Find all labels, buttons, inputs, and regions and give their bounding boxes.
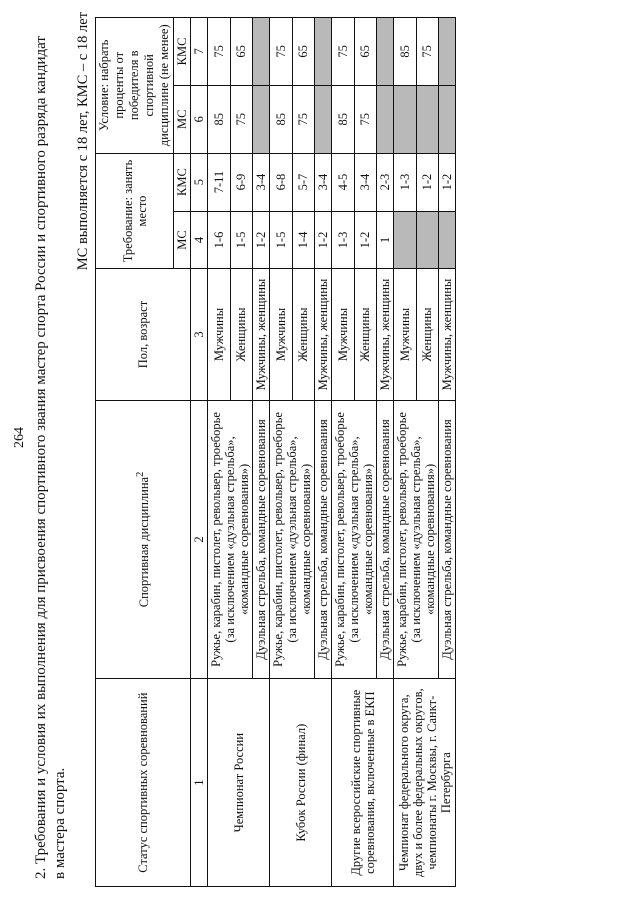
header-row-1: [96, 18, 174, 887]
header-sex-age: Пол, возраст: [96, 269, 191, 400]
header-percent-condition: Условие: набрать проценты от победителя в спортивной дисциплине (не менее): [96, 18, 174, 154]
ms-percent-cell: [439, 85, 456, 153]
kms-place-cell: 3-4: [315, 153, 332, 211]
ms-place-cell: [439, 211, 456, 269]
ms-percent-cell: 75: [354, 85, 377, 153]
header-discipline: Спортивная дисциплина$^2$: [96, 400, 191, 679]
kms-percent-cell: 75: [416, 18, 439, 86]
discipline-cell: Ружье, карабин, пистолет, револьвер, троеборье (за исключением «дуэльная стрельба», «командные соревнования»): [394, 400, 439, 679]
ms-place-cell: 1-2: [354, 211, 377, 269]
ms-percent-cell: 85: [270, 85, 293, 153]
header-kms: КМС: [174, 153, 191, 211]
kms-percent-cell: 65: [292, 18, 315, 86]
ms-percent-cell: [315, 85, 332, 153]
discipline-cell: Ружье, карабин, пистолет, револьвер, троеборье (за исключением «дуэльная стрельба», «командные соревнования»): [332, 400, 377, 679]
status-cell: Чемпионат федерального округа, двух и более федеральных округов, чемпионаты г. Москвы, г. Санкт-Петербурга: [394, 679, 456, 887]
header-kms-percent: КМС: [174, 18, 191, 86]
sex-cell: Женщины: [416, 269, 439, 400]
kms-place-cell: 7-11: [208, 153, 231, 211]
status-cell: Кубок России (финал): [270, 679, 332, 887]
sex-cell: Мужчины: [270, 269, 293, 400]
ms-place-cell: 1-5: [230, 211, 253, 269]
discipline-cell: Дуэльная стрельба, командные соревнования: [377, 400, 394, 679]
col-number: 1: [191, 679, 208, 887]
discipline-cell: Ружье, карабин, пистолет, револьвер, троеборье (за исключением «дуэльная стрельба», «командные соревнования»): [270, 400, 315, 679]
sex-cell: Мужчины: [208, 269, 231, 400]
sex-cell: Женщины: [292, 269, 315, 400]
kms-place-cell: 1-2: [439, 153, 456, 211]
kms-place-cell: 6-9: [230, 153, 253, 211]
kms-percent-cell: 85: [394, 18, 417, 86]
ms-place-cell: 1-4: [292, 211, 315, 269]
kms-place-cell: 6-8: [270, 153, 293, 211]
table-row: [270, 18, 293, 887]
ms-place-cell: 1-3: [332, 211, 355, 269]
table-row: [394, 18, 417, 887]
requirements-table: [95, 17, 456, 887]
discipline-cell: Ружье, карабин, пистолет, револьвер, троеборье (за исключением «дуэльная стрельба», «командные соревнования»): [208, 400, 253, 679]
sex-cell: Мужчины, женщины: [253, 269, 270, 400]
section-heading: 2. Требования и условия их выполнения для присвоения спортивного звания мастер спорта России и спортивного разряда кандидат в мастера спорта.: [33, 36, 68, 879]
kms-percent-cell: 65: [230, 18, 253, 86]
col-number: 6: [191, 85, 208, 153]
ms-place-cell: [416, 211, 439, 269]
page-number: 264: [12, 427, 27, 448]
age-note: МС выполняется с 18 лет, КМС – с 18 лет: [75, 12, 91, 271]
col-number: 4: [191, 211, 208, 269]
ms-percent-cell: [416, 85, 439, 153]
ms-percent-cell: 85: [208, 85, 231, 153]
table-row: [332, 18, 355, 887]
ms-percent-cell: [394, 85, 417, 153]
ms-place-cell: 1: [377, 211, 394, 269]
kms-percent-cell: 65: [354, 18, 377, 86]
col-number: 3: [191, 269, 208, 400]
ms-percent-cell: 85: [332, 85, 355, 153]
header-ms-percent: МС: [174, 85, 191, 153]
ms-place-cell: [394, 211, 417, 269]
ms-place-cell: 1-5: [270, 211, 293, 269]
discipline-cell: Дуэльная стрельба, командные соревнования: [439, 400, 456, 679]
sex-cell: Мужчины: [332, 269, 355, 400]
kms-place-cell: 4-5: [332, 153, 355, 211]
kms-percent-cell: [439, 18, 456, 86]
column-number-row: [191, 18, 208, 887]
kms-percent-cell: 75: [208, 18, 231, 86]
kms-percent-cell: 75: [332, 18, 355, 86]
kms-percent-cell: [253, 18, 270, 86]
kms-place-cell: 5-7: [292, 153, 315, 211]
header-status: Статус спортивных соревнований: [96, 679, 191, 887]
status-cell: Другие всероссийские спортивные соревнования, включенные в ЕКП: [332, 679, 394, 887]
ms-place-cell: 1-2: [315, 211, 332, 269]
sex-cell: Мужчины, женщины: [315, 269, 332, 400]
sex-cell: Мужчины, женщины: [377, 269, 394, 400]
kms-place-cell: 3-4: [253, 153, 270, 211]
col-number: 2: [191, 400, 208, 679]
kms-place-cell: 2-3: [377, 153, 394, 211]
kms-place-cell: 3-4: [354, 153, 377, 211]
sex-cell: Мужчины, женщины: [439, 269, 456, 400]
col-number: 5: [191, 153, 208, 211]
header-place-requirement: Требование: занять место: [96, 153, 174, 269]
header-ms: МС: [174, 211, 191, 269]
table-row: [208, 18, 231, 887]
ms-place-cell: 1-6: [208, 211, 231, 269]
discipline-cell: Дуэльная стрельба, командные соревнования: [315, 400, 332, 679]
ms-percent-cell: [253, 85, 270, 153]
status-cell: Чемпионат России: [208, 679, 270, 887]
col-number: 7: [191, 18, 208, 86]
sex-cell: Женщины: [354, 269, 377, 400]
discipline-cell: Дуэльная стрельба, командные соревнования: [253, 400, 270, 679]
sex-cell: Женщины: [230, 269, 253, 400]
ms-percent-cell: 75: [230, 85, 253, 153]
ms-percent-cell: [377, 85, 394, 153]
kms-percent-cell: 75: [270, 18, 293, 86]
kms-place-cell: 1-2: [416, 153, 439, 211]
sex-cell: Мужчины: [394, 269, 417, 400]
ms-percent-cell: 75: [292, 85, 315, 153]
kms-percent-cell: [377, 18, 394, 86]
kms-percent-cell: [315, 18, 332, 86]
ms-place-cell: 1-2: [253, 211, 270, 269]
kms-place-cell: 1-3: [394, 153, 417, 211]
